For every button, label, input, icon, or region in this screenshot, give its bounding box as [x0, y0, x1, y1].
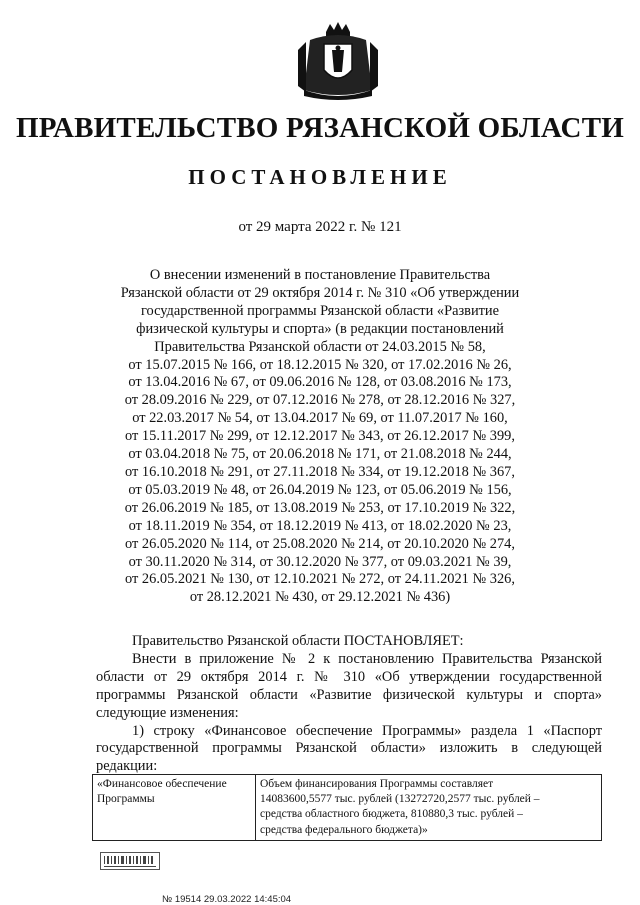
subject-line: от 26.05.2020 № 114, от 25.08.2020 № 214, от 20.10.2020 № 274,: [125, 535, 515, 552]
subject-line: от 26.05.2021 № 130, от 12.10.2021 № 272, от 24.11.2021 № 326,: [125, 571, 515, 588]
subject-line: от 15.07.2015 № 166, от 18.12.2015 № 320, от 17.02.2016 № 26,: [128, 356, 512, 373]
resolves-paragraph: Правительство Рязанской области ПОСТАНОВЛЯЕТ:: [132, 633, 464, 649]
paragraph-line: 1) строку «Финансовое обеспечение Программы» раздела 1 «Паспорт: [132, 722, 602, 739]
paragraph-line: государственной программы Рязанской области» изложить в следующей: [96, 740, 602, 757]
cell-line: Объем финансирования Программы составляет: [260, 778, 494, 790]
subject-line: от 30.11.2020 № 314, от 30.12.2020 № 377, от 09.03.2021 № 39,: [128, 553, 512, 570]
subject-line: от 03.04.2018 № 75, от 20.06.2018 № 171, от 21.08.2018 № 244,: [128, 446, 512, 463]
table-cell-label: [93, 775, 256, 841]
document-subject: [90, 267, 550, 607]
subject-line: от 18.11.2019 № 354, от 18.12.2019 № 413, от 18.02.2020 № 23,: [128, 517, 512, 534]
table-cell-value: [256, 775, 602, 841]
financing-table: [92, 774, 602, 841]
paragraph-line: программы Рязанской области «Развитие физической культуры и спорта»: [96, 686, 602, 703]
coat-of-arms-emblem: [292, 20, 384, 102]
registration-stamp-text: № 19514 29.03.2022 14:45:04: [162, 894, 292, 905]
paragraph-line: области от 29 октября 2014 г. № 310 «Об утверждении государственной: [96, 668, 602, 685]
subject-line: от 26.06.2019 № 185, от 13.08.2019 № 253, от 17.10.2019 № 322,: [124, 499, 516, 516]
subject-line: от 16.10.2018 № 291, от 27.11.2018 № 334, от 19.12.2018 № 367,: [125, 463, 515, 480]
cell-line: «Финансовое обеспечение: [97, 778, 227, 790]
document-type-heading: ПОСТАНОВЛЕНИЕ: [188, 165, 452, 189]
subject-line: физической культуры и спорта» (в редакции постановлений: [136, 320, 504, 337]
subject-line: государственной программы Рязанской области «Развитие: [140, 302, 500, 319]
amendment-paragraph: [96, 651, 602, 723]
cell-line: 14083600,5577 тыс. рублей (13272720,2577 тыс. рублей –: [260, 793, 540, 806]
subject-line: от 22.03.2017 № 54, от 13.04.2017 № 69, от 11.07.2017 № 160,: [132, 410, 508, 427]
subject-line: от 13.04.2016 № 67, от 09.06.2016 № 128, от 03.08.2016 № 173,: [128, 374, 512, 391]
barcode-stamp: [100, 852, 160, 870]
table-row: [93, 775, 602, 841]
subject-line: от 28.09.2016 № 229, от 07.12.2016 № 278, от 28.12.2016 № 327,: [124, 392, 516, 409]
subject-line: от 05.03.2019 № 48, от 26.04.2019 № 123, от 05.06.2019 № 156,: [128, 481, 512, 498]
paragraph-line: редакции:: [96, 758, 158, 775]
cell-line: средства федерального бюджета)»: [260, 823, 428, 836]
document-date-number: от 29 марта 2022 г. № 121: [238, 219, 402, 235]
paragraph-line: следующие изменения:: [96, 704, 239, 721]
document-body: [96, 633, 602, 776]
subject-line: Рязанской области от 29 октября 2014 г. № 310 «Об утверждении: [120, 284, 520, 301]
cell-line: Программы: [97, 793, 155, 806]
item-1-paragraph: [96, 723, 602, 777]
paragraph-line: Внести в приложение № 2 к постановлению Правительства Рязанской: [132, 650, 602, 667]
government-title: ПРАВИТЕЛЬСТВО РЯЗАНСКОЙ ОБЛАСТИ: [16, 112, 624, 144]
subject-line: О внесении изменений в постановление Правительства: [149, 267, 491, 283]
subject-line: от 15.11.2017 № 299, от 12.12.2017 № 343, от 26.12.2017 № 399,: [125, 428, 515, 445]
subject-line: Правительства Рязанской области от 24.03.2015 № 58,: [154, 338, 486, 355]
subject-line: от 28.12.2021 № 430, от 29.12.2021 № 436): [189, 589, 451, 606]
cell-line: средства областного бюджета, 810880,3 тыс. рублей –: [260, 808, 523, 821]
